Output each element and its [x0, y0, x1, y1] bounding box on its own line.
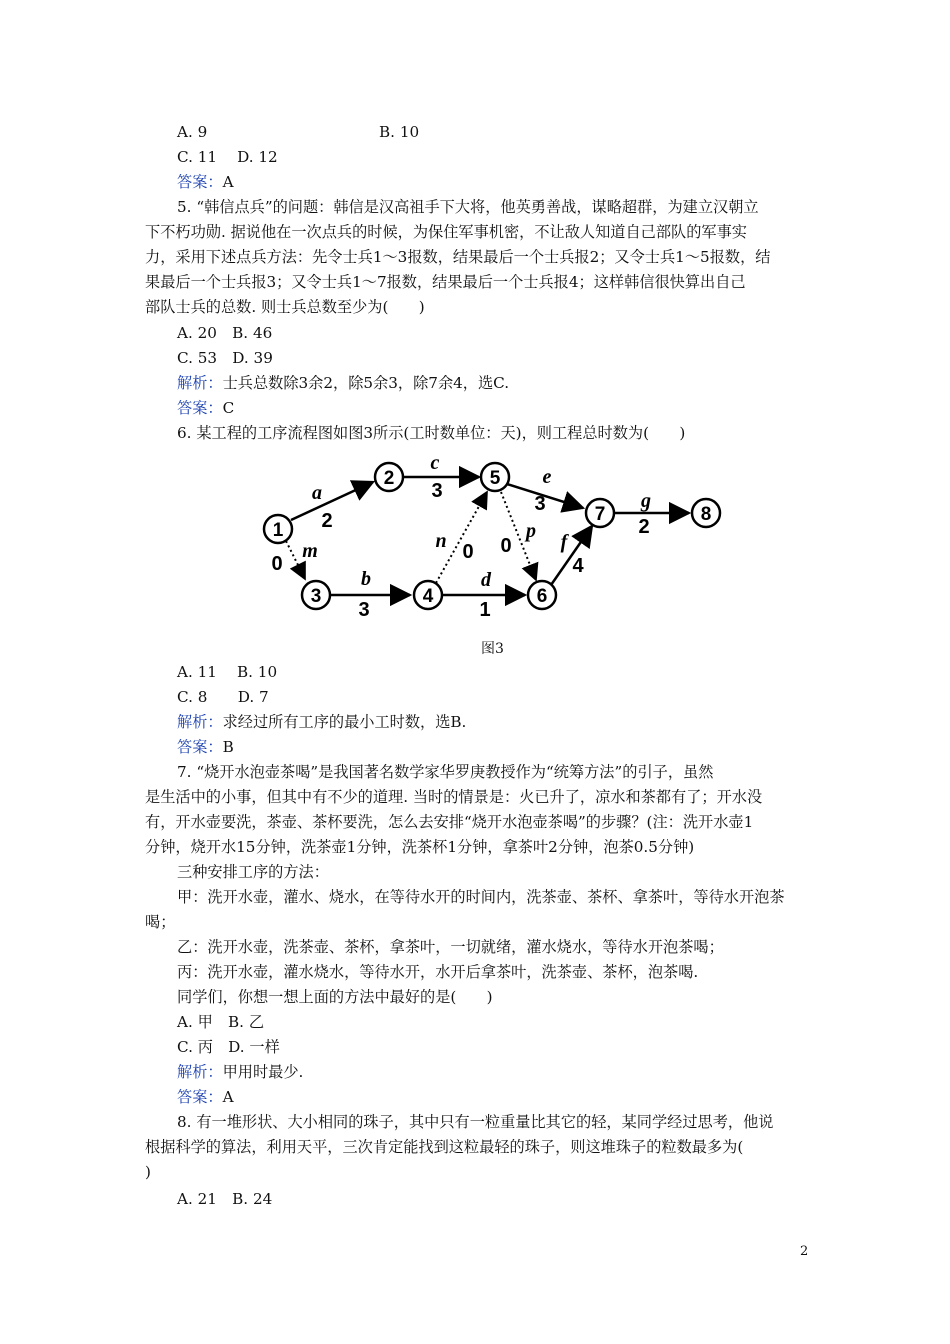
edge-time-b: 3: [358, 599, 370, 621]
q6-options-ab: A. 11 B. 10: [177, 663, 278, 681]
edge-letter-m: m: [302, 540, 318, 562]
solution-label: 解析：: [177, 713, 223, 731]
edge-letter-d: d: [481, 569, 491, 591]
q7-text-1: 7. “烧开水泡壶茶喝”是我国著名数学家华罗庚教授作为“统筹方法”的引子，虽然: [177, 763, 714, 781]
node-label-3: 3: [310, 586, 322, 607]
q7-text-5: 三种安排工序的方法：: [177, 863, 329, 881]
node-label-6: 6: [536, 586, 548, 607]
figure-caption: 图3: [481, 641, 504, 657]
edge-letter-n: n: [435, 530, 447, 552]
q4-option-b: B. 10: [379, 123, 420, 141]
edge-letter-c: c: [430, 455, 440, 474]
solution-label: 解析：: [177, 374, 223, 392]
answer-label: 答案：: [177, 1088, 223, 1106]
node-label-4: 4: [422, 586, 434, 607]
q7-text-2: 是生活中的小事，但其中有不少的道理. 当时的情景是：火已升了，凉水和茶都有了；开水没: [145, 788, 763, 806]
edge-time-f: 4: [572, 555, 584, 577]
edge-letter-b: b: [361, 568, 371, 590]
edge-time-d: 1: [479, 599, 491, 621]
q7-method-jia: 甲：洗开水壶，灌水、烧水，在等待水开的时间内，洗茶壶、茶杯、拿茶叶，等待水开泡茶: [177, 888, 785, 906]
q5-solution: [177, 374, 805, 393]
edge-time-a: 2: [321, 510, 333, 532]
q4-options-ab: [177, 123, 805, 142]
q7-text-3: 有，开水壶要洗，茶壶、茶杯要洗，怎么去安排“烧开水泡壶茶喝”的步骤？(注：洗开水壶1: [145, 813, 754, 831]
solution-text: 甲用时最少.: [222, 1063, 304, 1081]
solution-label: 解析：: [177, 1063, 223, 1081]
edge-time-c: 3: [431, 480, 443, 502]
q7-question: 同学们，你想一想上面的方法中最好的是( ): [177, 988, 493, 1006]
solution-text: 求经过所有工序的最小工时数，选B.: [222, 713, 467, 731]
answer-value: A: [222, 1088, 234, 1106]
q6-answer: [177, 738, 805, 757]
q7-text-4: 分钟，烧开水15分钟，洗茶壶1分钟，洗茶杯1分钟，拿茶叶2分钟，泡茶0.5分钟): [145, 838, 695, 856]
q8-text-1: 8. 有一堆形状、大小相同的珠子，其中只有一粒重量比其它的轻，某同学经过思考，他说: [177, 1113, 774, 1131]
edge-letter-a: a: [312, 482, 322, 504]
solution-text: 士兵总数除3余2，除5余3，除7余4，选C.: [222, 374, 510, 392]
edge-letter-g: g: [641, 490, 651, 512]
edge-time-e: 3: [534, 493, 546, 515]
edge-letter-p: p: [526, 520, 536, 542]
edge-time-p: 0: [500, 535, 512, 557]
q6-text-1: 6. 某工程的工序流程图如图3所示(工时数单位：天)，则工程总时数为( ): [177, 424, 686, 442]
answer-label: 答案：: [177, 173, 223, 191]
answer-value: C: [222, 399, 235, 417]
node-label-5: 5: [489, 468, 501, 489]
q5-options-ab: A. 20 B. 46: [177, 324, 273, 342]
node-label-8: 8: [700, 504, 712, 525]
process-flow-diagram: [255, 455, 735, 625]
q8-options-ab: A. 21 B. 24: [177, 1190, 273, 1208]
q7-method-jia-cont: 喝；: [145, 913, 176, 931]
q6-solution: [177, 713, 805, 732]
edge-time-g: 2: [638, 516, 650, 538]
q8-text-2: 根据科学的算法，利用天平，三次肯定能找到这粒最轻的珠子，则这堆珠子的粒数最多为(: [145, 1138, 744, 1156]
q7-answer: [177, 1088, 805, 1107]
q4-options-cd: C. 11 D. 12: [177, 148, 278, 166]
q5-text-5: 部队士兵的总数. 则士兵总数至少为( ): [145, 298, 425, 316]
node-label-7: 7: [594, 504, 606, 525]
edge-time-m: 0: [271, 553, 283, 575]
node-label-1: 1: [272, 520, 284, 541]
q5-text-2: 下不朽功勋. 据说他在一次点兵的时候，为保住军事机密，不让敌人知道自己部队的军事实: [145, 223, 747, 241]
q5-text-4: 果最后一个士兵报3；又令士兵1～7报数，结果最后一个士兵报4；这样韩信很快算出自己: [145, 273, 746, 291]
edge-letter-e: e: [542, 466, 552, 488]
q7-method-bing: 丙：洗开水壶，灌水烧水，等待水开，水开后拿茶叶，洗茶壶、茶杯，泡茶喝.: [177, 963, 699, 981]
q7-options-ab: A. 甲 B. 乙: [177, 1013, 265, 1031]
q7-method-yi: 乙：洗开水壶，洗茶壶、茶杯，拿茶叶，一切就绪，灌水烧水，等待水开泡茶喝；: [177, 938, 724, 956]
page-number: 2: [800, 1244, 809, 1259]
q5-options-cd: C. 53 D. 39: [177, 349, 273, 367]
q5-text-1: 5. “韩信点兵”的问题：韩信是汉高祖手下大将，他英勇善战，谋略超群，为建立汉朝立: [177, 198, 759, 216]
q7-options-cd: C. 丙 D. 一样: [177, 1038, 280, 1056]
answer-label: 答案：: [177, 738, 223, 756]
q4-option-a: A. 9: [177, 123, 208, 141]
q8-text-3: ): [145, 1163, 151, 1181]
answer-value: A: [222, 173, 234, 191]
edge-letter-f: f: [560, 531, 568, 553]
q6-options-cd: C. 8 D. 7: [177, 688, 269, 706]
answer-label: 答案：: [177, 399, 223, 417]
q4-answer: [177, 173, 805, 192]
q7-solution: [177, 1063, 805, 1082]
edge-time-n: 0: [462, 541, 474, 563]
node-label-2: 2: [383, 468, 395, 489]
answer-value: B: [222, 738, 234, 756]
q5-text-3: 力，采用下述点兵方法：先令士兵1～3报数，结果最后一个士兵报2；又令士兵1～5报数，结: [145, 248, 771, 266]
q5-answer: [177, 399, 805, 418]
